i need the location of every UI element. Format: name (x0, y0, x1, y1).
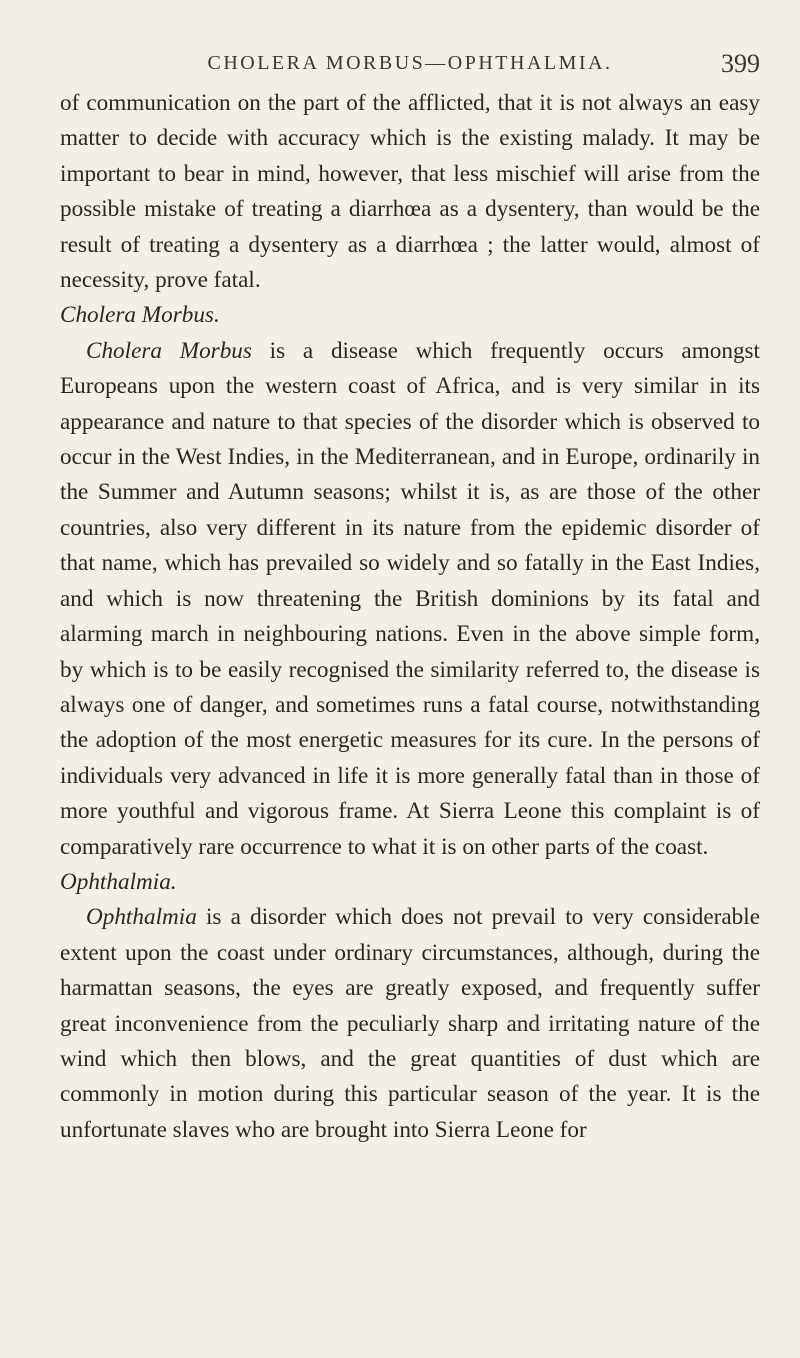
paragraph-text: is a disease which frequently occurs amongst Europeans upon the western coast of Africa, and is very similar in its appearance and nature to that species of the disorder which is observed to occur in the West Indies, in the Mediterranean, and in Europe, ordinarily in the Summer and Autumn seasons; whilst it is, as are those of the other countries, also very different in its nature from the epidemic disorder of that name, which has prevailed so widely and so fatally in the East Indies, and which is now threatening the British dominions by its fatal and alarming march in neighbouring nations. Even in the above simple form, by which is to be easily recognised the similarity referred to, the disease is always one of danger, and sometimes runs a fatal course, notwithstanding the adoption of the most energetic measures for its cure. In the persons of individuals very advanced in life it is more generally fatal than in those of more youthful and vigorous frame. At Sierra Leone this complaint is of comparatively rare occurrence to what it is on other parts of the coast. (60, 337, 761, 860)
lead-term: Cholera Morbus (86, 337, 252, 364)
paragraph-ophthalmia (60, 900, 760, 1148)
running-title: CHOLERA MORBUS—OPHTHALMIA. (207, 52, 613, 74)
paragraph-text: is a disorder which does not prevail to very considerable extent upon the coast under ordinary circumstances, although, during the harmattan seasons, the eyes are greatly exposed, and frequently suffer great inconvenience from the peculiarly sharp and irritating nature of the wind which then blows, and the great quantities of dust which are commonly in motion during this particular season of the year. It is the unfortunate slaves who are brought into Sierra Leone for (60, 904, 760, 1143)
lead-term: Ophthalmia (86, 904, 197, 931)
section-heading-cholera-morbus: Cholera Morbus. (60, 302, 220, 329)
paragraph-continuation: of communication on the part of the afflicted, that it is not always an easy matter to decide with accuracy which is the existing malady. It may be important to bear in mind, however, that less mischief will arise from the possible mistake of treating a diarrhœa as a dysentery, than would be the result of treating a dysentery as a diarrhœa ; the latter would, almost of necessity, prove fatal. (60, 90, 760, 294)
running-head (60, 49, 760, 84)
body-text (60, 86, 760, 1148)
page-number: 399 (721, 49, 760, 78)
book-page (60, 49, 761, 1148)
section-heading-ophthalmia: Ophthalmia. (60, 868, 177, 895)
paragraph-cholera-morbus (60, 334, 760, 865)
